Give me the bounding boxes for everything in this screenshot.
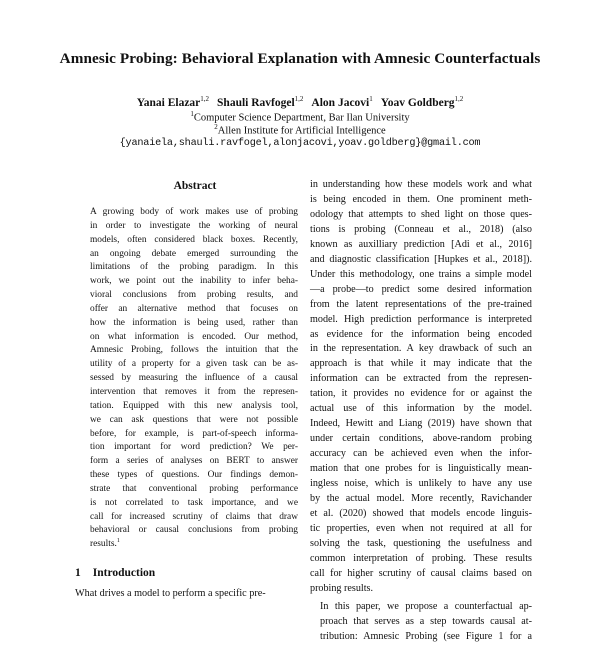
right-column-line: odology that attempts to shed light on those ques-: [310, 208, 532, 220]
right-column-line: by the actual model. More recently, Ravichander: [310, 493, 532, 505]
abstract-line: call for increased scrutiny of claims that draw: [90, 511, 298, 522]
abstract-line: tation. Equipped with this new analysis tool,: [90, 400, 298, 411]
right-column-paragraph-2: [310, 600, 532, 645]
footnote-mark: 1: [116, 538, 120, 545]
section-number: 1: [75, 567, 81, 579]
author-affiliation-mark: 1,2: [200, 95, 210, 103]
abstract-line: these types of questions. Our findings demon-: [90, 470, 298, 481]
author-name: Alon Jacovi: [311, 96, 370, 109]
affiliation-2-mark: 2: [214, 123, 218, 131]
author-4: [381, 97, 464, 109]
right-column-line: Under this methodology, one trains a simple model: [310, 268, 532, 280]
affiliation-1-mark: 1: [190, 110, 194, 118]
abstract-line: intervention that removes it from the represen-: [90, 386, 298, 397]
author-2: [217, 97, 303, 109]
abstract-line: work, we point out the inability to infer beha-: [90, 276, 298, 287]
author-affiliation-mark: 1,2: [454, 95, 464, 103]
abstract-line: we can ask questions that were not possible: [90, 414, 298, 425]
right-column-line: known as auxilliary prediction [Adi et al., 2016]: [310, 238, 532, 250]
abstract-line: limitations of the probing paradigm. In this: [90, 262, 298, 273]
abstract-heading: Abstract: [173, 180, 217, 192]
right-column-line: —a probe—to predict some desired information: [310, 283, 532, 295]
right-column-line: Indeed, Hewitt and Liang (2019) have shown that: [310, 418, 532, 430]
right-column-line: actual use of this information by the model.: [310, 403, 532, 415]
abstract-line: Amnesic Probing, follows the intuition that the: [90, 345, 298, 356]
author-name: Shauli Ravfogel: [217, 96, 295, 109]
section-title: Introduction: [92, 567, 156, 579]
abstract-body: [90, 206, 298, 552]
abstract-line: before, for example, is part-of-speech informa-: [90, 428, 298, 439]
paper-title: Amnesic Probing: Behavioral Explanation with Amnesic Counterfactuals: [59, 50, 541, 67]
right-column-line: is being encoded in them. One prominent meth-: [310, 193, 532, 205]
right-column-body: [310, 178, 532, 645]
right-column-line: accuracy can be achieved even when the infor-: [310, 448, 532, 460]
right-column-line: under certain conditions, above-random probing: [310, 433, 532, 445]
abstract-line: strate that conventional probing performance: [90, 483, 298, 494]
author-3: [311, 97, 372, 109]
abstract-line: an ongoing debate emerged surrounding the: [90, 248, 298, 259]
author-name: Yoav Goldberg: [380, 96, 455, 109]
author-affiliation-mark: 1,2: [294, 95, 304, 103]
right-column-line: proach that serves as a step towards causal at-: [320, 615, 532, 627]
author-1: [137, 97, 209, 109]
right-column-line: tation, it provides no evidence for or against the: [310, 388, 532, 400]
abstract-line: results.$^1$: [90, 538, 120, 550]
right-column-line: common interpretation of probing. These results: [310, 552, 532, 564]
abstract-line: vioral conclusions from probing results, and: [90, 290, 298, 301]
right-column-line: as evidence for the information being encoded: [310, 328, 532, 340]
affiliation-1: [0, 110, 600, 124]
right-column-line: in the representation. A key drawback of such an: [310, 343, 532, 355]
abstract-line: tion important for word prediction? We per-: [90, 442, 298, 453]
right-column-line: solving the task, questioning the usefulness and: [310, 537, 532, 549]
right-column-line: tic properties, even when not required at all for: [310, 522, 532, 534]
abstract-line: form a series of analyses on BERT to answer: [90, 456, 298, 467]
affiliation-2: [0, 123, 600, 137]
right-column-line: in understanding how these models work and what: [310, 179, 532, 190]
author-emails: {yanaiela,shauli.ravfogel,alonjacovi,yoav.goldberg}@gmail.com: [119, 138, 481, 149]
abstract-line: sessed by measuring the influence of a causal: [90, 373, 298, 384]
right-column-line: mation that one probes for is linguistically mean-: [310, 463, 532, 475]
abstract-line: utility of a property for a given task can be as-: [90, 359, 298, 370]
right-column-line: from the latent representations of the pre-trained: [310, 298, 532, 310]
right-column-line: call for higher scrutiny of causal claims based on: [310, 567, 532, 579]
right-column-line: information can be extracted from the represen-: [310, 373, 532, 385]
abstract-line: behavioral or causal conclusions from probing: [90, 525, 298, 536]
abstract-line: models, often considered black boxes. Recently,: [90, 234, 298, 245]
right-column-line: model. High prediction performance is interpreted: [310, 313, 532, 325]
right-column-line: approach is that while it may indicate that the: [310, 358, 532, 370]
section-heading-introduction: [75, 567, 155, 579]
author-name: Yanai Elazar: [136, 96, 201, 109]
right-column-line: In this paper, we propose a counterfactual ap-: [320, 600, 532, 612]
right-column-line: ingless noise, which is unlikely to have any use: [310, 478, 532, 490]
right-column-line: tribution: Amnesic Probing (see Figure 1 for a: [320, 630, 532, 642]
abstract-line: is not correlated to task importance, and we: [90, 497, 298, 508]
abstract-line: A growing body of work makes use of probing: [90, 207, 298, 217]
right-column-line: probing results.: [310, 582, 373, 594]
right-column-line: et al. (2020) showed that models encode linguis-: [310, 507, 532, 519]
author-list: [0, 95, 600, 109]
author-affiliation-mark: 1: [369, 95, 373, 103]
affiliation-2-text: Allen Institute for Artificial Intelligence: [217, 125, 386, 137]
abstract-line: how the information is being used, rather than: [90, 317, 298, 328]
abstract-line: in order to investigate the working of neural: [90, 220, 298, 231]
right-column-line: tions is probing (Conneau et al., 2018) (also: [310, 223, 532, 235]
affiliation-1-text: Computer Science Department, Bar Ilan University: [193, 112, 410, 124]
right-column-paragraph-1: [310, 178, 532, 597]
abstract-line: offer an alternative method that focuses on: [90, 303, 298, 314]
abstract-line: on what information is encoded. Our method,: [90, 331, 298, 342]
intro-first-line: What drives a model to perform a specific pre-: [75, 588, 266, 599]
right-column-line: and diagnostic classification [Hupkes et al., 2018]).: [310, 253, 532, 265]
